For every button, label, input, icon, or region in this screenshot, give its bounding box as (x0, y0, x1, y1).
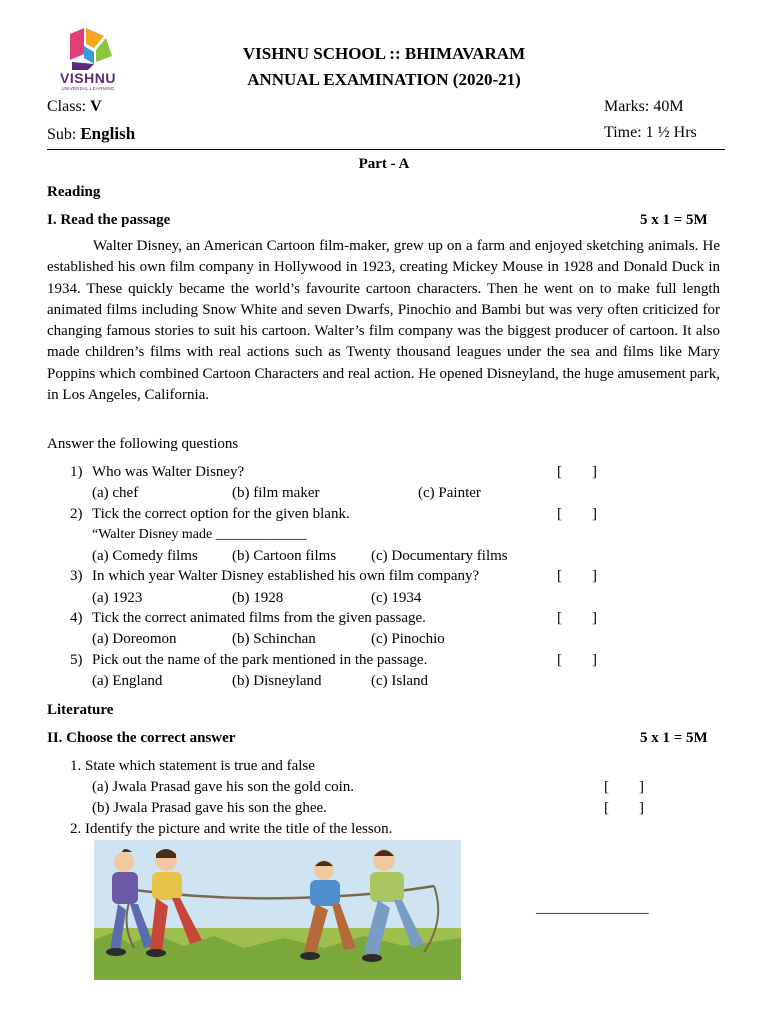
reading-passage (47, 236, 720, 406)
question-number: 2) (70, 506, 83, 522)
answer-line[interactable]: _______________ (536, 900, 649, 916)
option: (a) 1923 (92, 590, 143, 606)
lit-question-2: 2. Identify the picture and write the title of the lesson. (70, 821, 393, 837)
section-literature: Literature (47, 702, 114, 718)
passage-text: Walter Disney, an American Cartoon film-maker, grew up on a farm and enjoyed sketching animals. He established his own film company in Hollywood in 1923, creating Mickey Mouse in 1928 and Donald Duck in 1934. These quickly became the world’s favourite cartoon characters. Then he went on to make full length animated films including Snow White and seven Dwarfs, Pinochio and Bambi but was very often criticized for changing famous stories to suit his cartoon. Walter’s film company was the biggest producer of cartoon. It also made children’s films with real actions such as Twenty thousand leagues under the sea and films like Mary Poppins which combined Cartoon Characters and real action. He opened Disneyland, the huge amusement park, in Los Angeles, California. (47, 238, 720, 404)
option: (c) Documentary films (371, 548, 508, 564)
section-reading: Reading (47, 184, 101, 200)
option: (c) Island (371, 673, 429, 689)
logo-subtext: UNIVERSAL LEARNING (61, 86, 115, 91)
question-number: 1) (70, 464, 83, 480)
question-heading-2: II. Choose the correct answer (47, 730, 236, 746)
option: (b) Schinchan (232, 631, 316, 647)
question-text: Tick the correct option for the given blank. (92, 506, 350, 522)
question-text: Who was Walter Disney? (92, 464, 245, 480)
question-number: 4) (70, 610, 83, 626)
option: (b) film maker (232, 485, 320, 501)
option: (b) Cartoon films (232, 548, 337, 564)
class-value: V (90, 98, 102, 115)
question-text: Pick out the name of the park mentioned in the passage. (92, 652, 428, 668)
question-number: 3) (70, 568, 83, 584)
option: (a) chef (92, 485, 139, 501)
option: (b) 1928 (232, 590, 284, 606)
option: (a) England (92, 673, 163, 689)
option: (c) Pinochio (371, 631, 445, 647)
lit-statement-b: (b) Jwala Prasad gave his son the ghee. (92, 800, 327, 816)
answer-bracket[interactable]: [ ] (557, 506, 597, 522)
answer-bracket[interactable]: [ ] (604, 800, 644, 816)
question-text: In which year Walter Disney established his own film company? (92, 568, 480, 584)
header-divider (47, 149, 725, 150)
subject-label: Sub: (47, 126, 77, 143)
option: (c) Painter (418, 485, 481, 501)
option: (a) Comedy films (92, 548, 198, 564)
answer-instruction: Answer the following questions (47, 436, 239, 452)
answer-bracket[interactable]: [ ] (557, 464, 597, 480)
subject-row (47, 124, 135, 144)
marks-total: Marks: 40M (604, 98, 684, 115)
lit-question-1: 1. State which statement is true and false (70, 758, 315, 774)
time-duration: Time: 1 ½ Hrs (604, 124, 697, 141)
logo-text: VISHNU (60, 70, 116, 86)
answer-bracket[interactable]: [ ] (604, 779, 644, 795)
exam-title: ANNUAL EXAMINATION (2020-21) (247, 70, 521, 89)
tug-of-war-picture (94, 840, 461, 980)
option: (a) Doreomon (92, 631, 177, 647)
fill-blank: “Walter Disney made _____________ (92, 527, 307, 542)
answer-bracket[interactable]: [ ] (557, 568, 597, 584)
class-label: Class: (47, 98, 87, 115)
answer-bracket[interactable]: [ ] (557, 610, 597, 626)
answer-bracket[interactable]: [ ] (557, 652, 597, 668)
option: (b) Disneyland (232, 673, 322, 689)
question-number: 5) (70, 652, 83, 668)
class-row (47, 98, 102, 116)
marks-1: 5 x 1 = 5M (640, 212, 708, 228)
question-text: Tick the correct animated films from the given passage. (92, 610, 426, 626)
option: (c) 1934 (371, 590, 422, 606)
marks-2: 5 x 1 = 5M (640, 730, 708, 746)
subject-value: English (80, 124, 136, 143)
school-name: VISHNU SCHOOL :: BHIMAVARAM (242, 44, 526, 63)
part-title: Part - A (358, 156, 410, 172)
lit-statement-a: (a) Jwala Prasad gave his son the gold coin. (92, 779, 355, 795)
question-heading-1: I. Read the passage (47, 212, 171, 228)
